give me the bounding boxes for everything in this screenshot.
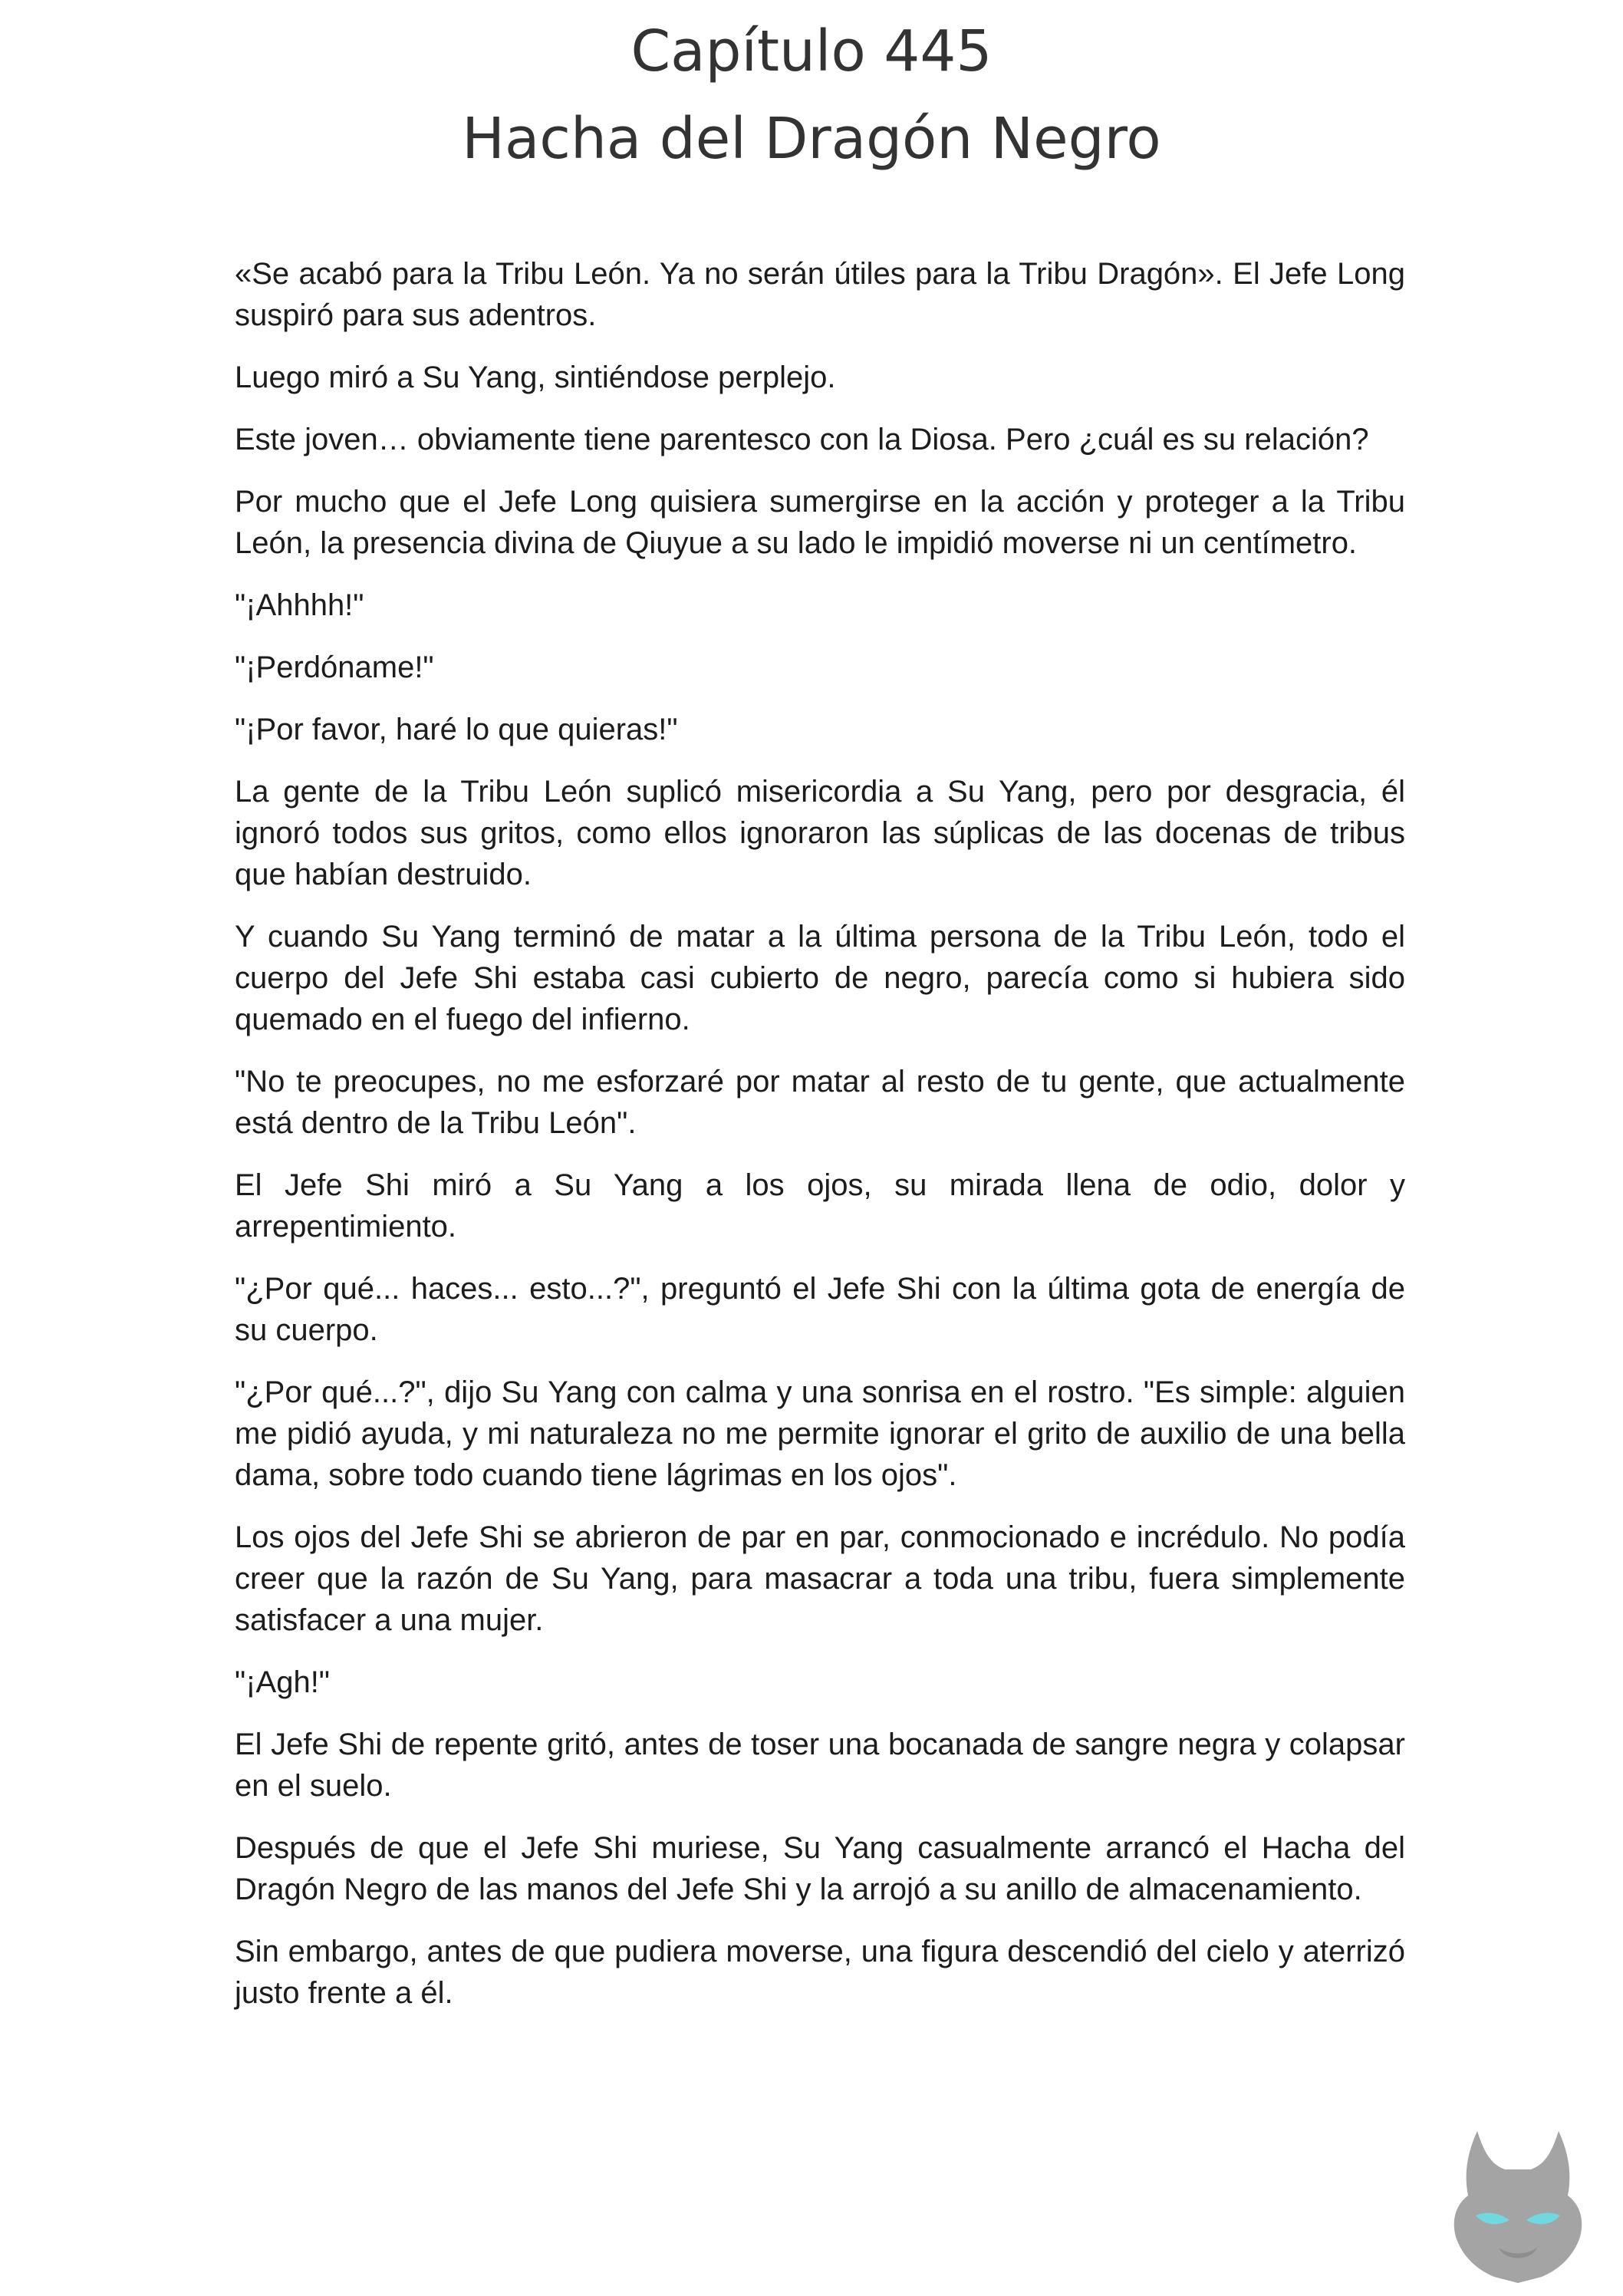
paragraph: "¿Por qué... haces... esto...?", preguntó el Jefe Shi con la última gota de energía de su cuerpo. — [235, 1272, 1405, 1347]
paragraph: El Jefe Shi miró a Su Yang a los ojos, su mirada llena de odio, dolor y arrepentimiento. — [235, 1168, 1405, 1244]
paragraph: "¡Ahhhh!" — [235, 588, 364, 622]
demon-head-icon — [1445, 2125, 1591, 2286]
paragraph: "¡Perdóname!" — [235, 651, 434, 684]
paragraph: La gente de la Tribu León suplicó misericordia a Su Yang, pero por desgracia, él ignoró todos sus gritos, como ellos ignoraron las súplicas de las docenas de tribus que habían destruido. — [235, 775, 1405, 891]
paragraph: Después de que el Jefe Shi muriese, Su Yang casualmente arrancó el Hacha del Dragón Negro de las manos del Jefe Shi y la arrojó a su anillo de almacenamiento. — [235, 1831, 1405, 1906]
paragraph: Los ojos del Jefe Shi se abrieron de par en par, conmocionado e incrédulo. No podía creer que la razón de Su Yang, para masacrar a toda una tribu, fuera simplemente satisfacer a una mujer. — [235, 1520, 1405, 1637]
chapter-header — [0, 8, 1623, 183]
paragraph: El Jefe Shi de repente gritó, antes de toser una bocanada de sangre negra y colapsar en el suelo. — [235, 1728, 1405, 1803]
paragraph: «Se acabó para la Tribu León. Ya no serán útiles para la Tribu Dragón». El Jefe Long suspiró para sus adentros. — [235, 257, 1405, 332]
paragraph: "¡Por favor, haré lo que quieras!" — [235, 713, 678, 746]
paragraph: Sin embargo, antes de que pudiera moverse, una figura descendió del cielo y aterrizó justo frente a él. — [235, 1935, 1405, 2010]
paragraph: "¡Agh!" — [235, 1665, 331, 1699]
paragraph: Luego miró a Su Yang, sintiéndose perplejo. — [235, 361, 836, 394]
paragraph: Por mucho que el Jefe Long quisiera sumergirse en la acción y proteger a la Tribu León, la presencia divina de Qiuyue a su lado le impidió moverse ni un centímetro. — [235, 485, 1405, 560]
paragraph: "¿Por qué...?", dijo Su Yang con calma y una sonrisa en el rostro. "Es simple: alguien me pidió ayuda, y mi naturaleza no me permite ignorar el grito de auxilio de una bella dama, sobre todo cuando tiene lágrimas en los ojos". — [235, 1375, 1405, 1492]
logo-head-shape — [1454, 2131, 1582, 2283]
paragraph: "No te preocupes, no me esforzaré por matar al resto de tu gente, que actualmente está dentro de la Tribu León". — [235, 1065, 1405, 1140]
chapter-title: Hacha del Dragón Negro — [462, 106, 1161, 172]
chapter-number: Capítulo 445 — [630, 18, 993, 84]
paragraph: Y cuando Su Yang terminó de matar a la última persona de la Tribu León, todo el cuerpo del Jefe Shi estaba casi cubierto de negro, parecía como si hubiera sido quemado en el fuego del infierno. — [235, 920, 1405, 1036]
chapter-body — [235, 253, 1405, 2034]
paragraph: Este joven… obviamente tiene parentesco con la Diosa. Pero ¿cuál es su relación? — [235, 423, 1369, 456]
